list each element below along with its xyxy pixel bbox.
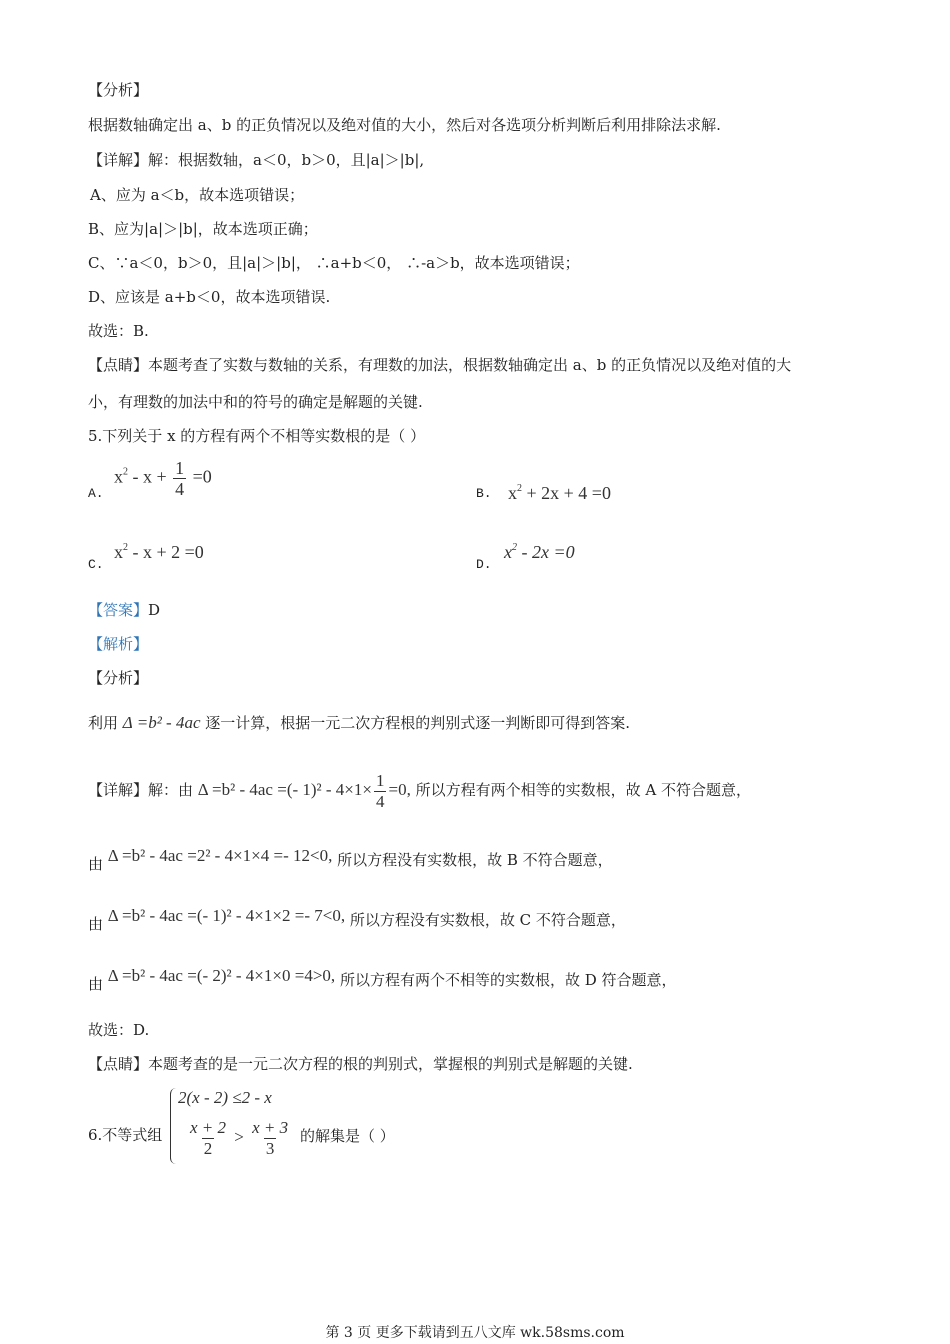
q4-detail-text: 【详解】解：根据数轴，a＜0，b＞0，且|a|＞|b|, <box>88 151 425 169</box>
q5-option-d-equation: $x^2 - 2x =0$ <box>504 542 575 562</box>
q4-option-c-explain: C、∵a＜0，b＞0，且|a|＞|b|， ∴a+b＜0， ∴-a＞b，故本选项错误； <box>88 254 580 272</box>
q6-inequality-2: $\frac{x + 2}{2}$ > $\frac{x + 3}{3}$ <box>190 1118 289 1158</box>
q4-option-b-explain: B、应为|a|＞|b|，故本选项正确； <box>88 220 318 238</box>
q4-comment-line2: 小，有理数的加法中和的符号的确定是解题的关键. <box>88 393 423 411</box>
q4-option-a-explain: A、应为 a＜b，故本选项错误； <box>90 186 305 204</box>
q4-option-d-explain: D、应该是 a+b＜0，故本选项错误. <box>88 288 331 306</box>
q5-option-c-equation: $x^2 - x + 2 =0$ <box>114 542 204 562</box>
q5-comment: 【点睛】本题考查的是一元二次方程的根的判别式，掌握根的判别式是解题的关键. <box>88 1055 633 1073</box>
detail-a-formula: Δ =b² - 4ac =(- 1)² - 4×1× $\frac{1}{4}$ =0, <box>197 770 411 811</box>
q5-analysis-text: 利用 Δ =b² - 4ac 逐一计算，根据一元二次方程根的判别式逐一判断即可得到答案. <box>88 713 631 732</box>
q5-option-b-letter: B. <box>476 486 492 501</box>
q6-inequality-1: 2(x - 2) ≤2 - x <box>178 1088 272 1107</box>
q5-detail-a: 【详解】解：由 Δ =b² - 4ac =(- 1)² - 4×1× $\frac{1}{4}$ =0, 所以方程有两个相等的实数根，故 A 不符合题意， <box>88 770 751 811</box>
q5-option-a-letter: A. <box>88 486 104 501</box>
detail-c-formula: Δ =b² - 4ac =(- 1)² - 4×1×2 =- 7<0, <box>107 906 346 925</box>
q6-label: 6.不等式组 <box>88 1126 163 1144</box>
q5-option-b-equation: $x^2 + 2x + 4 =0$ <box>508 483 611 503</box>
q5-option-a-equation: $x^2$ - x + $\frac{1}{4}$ =0 <box>114 458 212 499</box>
q5-option-d-letter: D. <box>476 557 492 572</box>
q5-detail-d: 由 Δ =b² - 4ac =(- 2)² - 4×1×0 =4>0, 所以方程有两个不相等的实数根，故 D 符合题意， <box>88 966 677 993</box>
page-footer: 第 3 页 更多下载请到五八文库 wk.58sms.com <box>325 1325 625 1341</box>
q5-option-c-letter: C. <box>88 557 104 572</box>
q5-detail-c: 由 Δ =b² - 4ac =(- 1)² - 4×1×2 =- 7<0, 所以方程没有实数根，故 C 不符合题意， <box>88 906 626 933</box>
answer-label: 【答案】 <box>88 601 149 619</box>
q4-analysis-text: 根据数轴确定出 a、b 的正负情况以及绝对值的大小，然后对各选项分析判断后利用排除法求解. <box>88 116 721 134</box>
answer-value: D <box>148 601 161 619</box>
q4-comment-line1: 【点睛】本题考查了实数与数轴的关系，有理数的加法，根据数轴确定出 a、b 的正负情况以及绝对值的大 <box>88 356 792 374</box>
discriminant-formula: Δ =b² - 4ac <box>122 713 201 732</box>
q4-analysis-title: 【分析】 <box>88 81 149 99</box>
q5-question: 5.下列关于 x 的方程有两个不相等实数根的是（ ） <box>88 427 426 445</box>
detail-b-formula: Δ =b² - 4ac =2² - 4×1×4 =- 12<0, <box>107 846 333 865</box>
q4-choice: 故选：B. <box>88 322 149 340</box>
q5-analysis-title: 【分析】 <box>88 669 149 687</box>
q5-explain-label: 【解析】 <box>88 635 149 653</box>
q6-tail: 的解集是（ ） <box>300 1127 395 1145</box>
q5-answer <box>88 600 160 620</box>
q5-detail-b: 由 Δ =b² - 4ac =2² - 4×1×4 =- 12<0, 所以方程没有实数根，故 B 不符合题意， <box>88 846 613 873</box>
q5-choice: 故选：D. <box>88 1021 150 1039</box>
detail-d-formula: Δ =b² - 4ac =(- 2)² - 4×1×0 =4>0, <box>107 966 336 985</box>
